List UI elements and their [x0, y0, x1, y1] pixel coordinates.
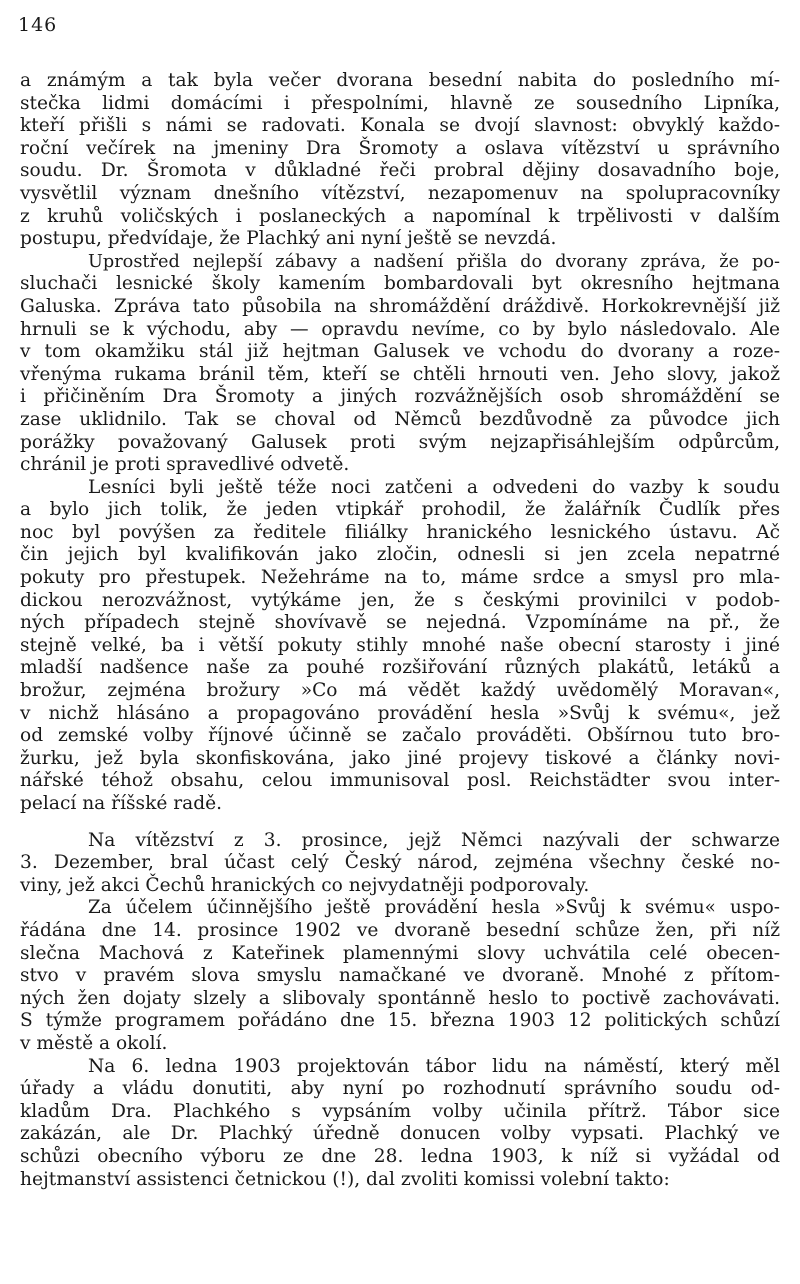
page-number: 146 — [18, 14, 58, 36]
text-line: roční večírek na jmeniny Dra Šromoty a oslava vítězství u správního — [20, 137, 780, 159]
text-line: vřenýma rukama bránil těm, kteří se chtěli hrnouti ven. Jeho slovy, jakož — [20, 363, 780, 385]
text-line: brožur, zejména brožury »Co má vědět každý uvědomělý Moravan«, — [20, 680, 780, 702]
body-text — [20, 70, 780, 1191]
text-line: a známým a tak byla večer dvorana besední nabita do posledního mí- — [20, 70, 780, 91]
text-line: S týmže programem pořádáno dne 15. března 1903 12 politických schůzí — [20, 1010, 780, 1032]
text-line: i přičiněním Dra Šromoty a jiných rozvážnějších osob shromáždění se — [20, 386, 780, 408]
paragraph — [20, 897, 780, 1055]
text-line: Na 6. ledna 1903 projektován tábor lidu na náměstí, který měl — [88, 1055, 780, 1077]
text-line: ných žen dojaty slzely a slibovaly spontánně heslo to poctivě zachovávati. — [20, 987, 780, 1009]
text-line: stejně velké, ba i větší pokuty stihly mnohé naše obecní starosty i jiné — [20, 634, 780, 656]
text-line: noc byl povýšen za ředitele filiálky hranického lesnického ústavu. Ač — [20, 521, 780, 543]
text-line: postupu, předvídaje, že Plachký ani nyní ještě se nevzdá. — [20, 228, 557, 250]
text-line: Na vítězství z 3. prosince, jejž Němci nazývali der schwarze — [88, 829, 780, 851]
paragraph — [20, 477, 780, 816]
text-line: Galuska. Zpráva tato působila na shromáždění dráždivě. Horkokrevnější již — [20, 295, 780, 317]
text-line: chránil je proti spravedlivé odvetě. — [20, 454, 350, 476]
text-line: Za účelem účinnějšího ještě provádění hesla »Svůj k svému« uspo- — [88, 897, 780, 919]
text-line: zase uklidnilo. Tak se choval od Němců bezdůvodně za původce jich — [20, 408, 780, 430]
text-line: pelací na říšské radě. — [20, 793, 223, 814]
text-line: mladší nadšence naše za pouhé rozšiřování různých plakátů, letáků a — [20, 657, 780, 679]
text-line: sluchači lesnické školy kamením bombardovali byt okresního hejtmana — [20, 273, 780, 295]
text-line: vysvětlil význam dnešního vítězství, nezapomenuv na spolupracovníky — [20, 182, 780, 204]
paragraph — [20, 830, 780, 898]
text-line: řádána dne 14. prosince 1902 ve dvoraně besední schůze žen, při níž — [20, 919, 780, 941]
text-line: zakázán, ale Dr. Plachký úředně donucen volby vypsati. Plachký ve — [20, 1123, 780, 1145]
text-line: porážky považovaný Galusek proti svým nejzapřisáhlejším odpůrcům, — [20, 431, 780, 453]
text-line: 3. Dezember, bral účast celý Český národ, zejména všechny české no- — [20, 852, 780, 874]
text-line: pokuty pro přestupek. Nežehráme na to, máme srdce a smysl pro mla- — [20, 567, 780, 589]
text-line: úřady a vládu donutiti, aby nyní po rozhodnutí správního soudu od- — [20, 1078, 780, 1100]
text-line: kteří přišli s námi se radovati. Konala se dvojí slavnost: obvyklý každo- — [20, 115, 780, 137]
text-line: v městě a okolí. — [20, 1032, 168, 1054]
text-line: hrnuli se k východu, aby — opravdu nevíme, co by bylo následovalo. Ale — [20, 318, 780, 340]
paragraph-gap — [20, 816, 780, 830]
text-line: v nichž hlásáno a propagováno provádění hesla »Svůj k svému«, jež — [20, 702, 780, 724]
text-line: schůzi obecního výboru ze dne 28. ledna 1903, k níž si vyžádal od — [20, 1145, 780, 1167]
text-line: Lesníci byli ještě téže noci zatčeni a odvedeni do vazby k soudu — [88, 476, 780, 498]
paragraph — [20, 1056, 780, 1192]
text-line: žurku, jež byla skonfiskována, jako jiné projevy tiskové a články novi- — [20, 747, 780, 769]
text-line: ných případech stejně shovívavě se nejedná. Vzpomínáme na př., že — [20, 612, 780, 634]
text-line: stvo v pravém slova smyslu namačkané ve dvoraně. Mnohé z přítom- — [20, 965, 780, 987]
text-line: kladům Dra. Plachkého s vypsáním volby učinila přítrž. Tábor sice — [20, 1100, 780, 1122]
text-line: hejtmanství assistenci četnickou (!), dal zvoliti komissi volební takto: — [20, 1168, 670, 1190]
text-line: nářské téhož obsahu, celou immunisoval posl. Reichstädter svou inter- — [20, 770, 780, 792]
text-line: od zemské volby říjnové účinně se začalo prováděti. Obšírnou tuto bro- — [20, 725, 780, 747]
text-line: a bylo jich tolik, že jeden vtipkář prohodil, že žalářník Čudlík přes — [20, 499, 780, 521]
text-line: dickou nerozvážnost, vytýkáme jen, že s českými provinilci v podob- — [20, 589, 780, 611]
text-line: viny, jež akci Čechů hranických co nejvydatněji podporovaly. — [20, 874, 590, 896]
text-line: slečna Machová z Kateřinek plamennými slovy uchvátila celé obecen- — [20, 942, 780, 964]
text-line: čin jejich byl kvalifikován jako zločin, odnesli si jen zcela nepatrné — [20, 544, 780, 566]
text-line: soudu. Dr. Šromota v důkladné řeči probral dějiny dosavadního boje, — [20, 160, 780, 182]
paragraph — [20, 70, 780, 251]
text-line: z kruhů voličských i poslaneckých a napomínal k trpělivosti v dalším — [20, 205, 780, 227]
text-line: stečka lidmi domácími i přespolními, hlavně ze sousedního Lipníka, — [20, 92, 780, 114]
text-line: Uprostřed nejlepší zábavy a nadšení přišla do dvorany zpráva, že po- — [88, 251, 780, 272]
paragraph — [20, 251, 780, 477]
text-line: v tom okamžiku stál již hejtman Galusek ve vchodu do dvorany a roze- — [20, 341, 780, 363]
